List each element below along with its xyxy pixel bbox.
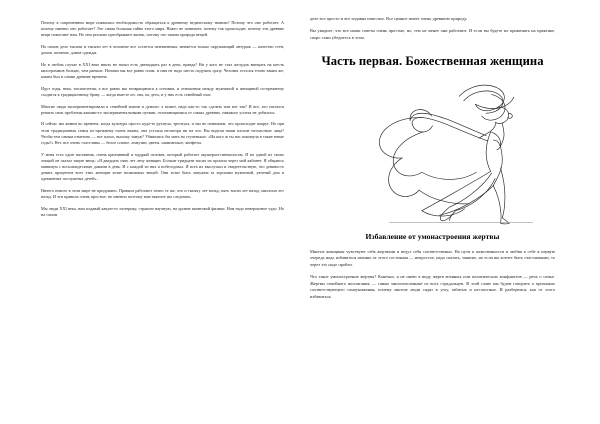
paragraph: Многие женщины чувствуют себя жертвами и ведут себя соответственно. На пути к женственности и любви к себе в первую очередь надо избавиться именно от этого состояния — непростое, надо сказать, занятие, но если вы хотите быть счастливыми, то через это надо пройти.: [310, 248, 555, 267]
right-page: [300, 0, 600, 424]
chapter-title: Часть первая. Божественная женщина: [321, 54, 544, 69]
paragraph: И сейчас мы живем во времена, когда культура просто куда-то рухнула, треснула, и мы не понимаем, что происходит вокруг. Но при этом традиционная семья по-прежнему очень важна, она устояла несмотря ни на что. Вы видели наши плохие несчастные лица? Чтобы тем самым отметить — все плохо, выхожу замуж? Убивались бы мать на ступеньках: «На кого ж ты нас покинула в такие юные годы?» Нет, все очень счастливы — белое платье, лимузин, цветы, шампанское, конфеты.: [41, 121, 284, 145]
paragraph: деле все просто и все издавна известно. Все ценное имеет очень древнюю природу.: [310, 16, 468, 21]
dancing-woman-line-art: [310, 73, 555, 225]
left-page-text-column: [41, 20, 284, 218]
paragraph: Но в любом случае в XXI веке никто не начал есть двенадцать раз в день, правда? Ни у кого не стал желудок вмещать на шесть килограммов больше, чем раньше. Ночами мы все равно спим, и нам не надо шесть подушек сразу. Человек остался точно таким же, каким был в самые древние времена.: [41, 61, 284, 80]
paragraph: Что такое умонастроение жертвы? Конечно, я не имею в виду жертв военных или политических конфликтов — речь о семье. Жертвы семейного воспитания — самые многочисленные из всех страдальцев. В этой главе мы будем говорить о признаках соответствующего самоунижения, почему многие люди сидят в углу, забитые и несчастные. И разберемся, как от этого избавиться.: [310, 274, 555, 299]
paragraph: Вы увидите, что все наши советы очень простые, но, тем не менее они работают. И если вы будете их применять на практике, скоро сами убедитесь в этом.: [310, 28, 555, 40]
paragraph: Почему в современном мире появилась необходимость обращаться к древнему ведическому знанию? Потому что оно работает. А почему именно оно работает? Это самая большая тайна этого мира. Никто не понимает, почему так происходит, почему эти древние вещи помогают нам. Но они реально преображают жизнь, потому что такова природа вещей.: [41, 20, 284, 38]
paragraph: На самом деле тысячи и тысячи лет в человеке все остается неизменным, меняется только окружающий антураж — качество стен, домов, питание, длина одежды.: [41, 43, 284, 56]
right-page-text-column: [310, 16, 555, 300]
paragraph: Мы люди XXI века, нам подавай какую-то эзотерику, страшно научную, на уровне квантовой физики. Нам надо невероятное чудо. Но на самом: [41, 205, 284, 217]
paragraph: Многие люди экспериментировали в семейной жизни и думали: а может, надо как-то так сделать или вот так? И все, кто пытался решить свои проблемы какими-то экспериментальными путями, отличающимися от самых древних, никакого успеха не добились.: [41, 103, 284, 115]
paragraph: У меня есть один наставник, очень креативный и мудрый человек, который работает акушером-гинекологом. И на одной из своих лекций он сказал такую вещь: «Я двадцать пять лет лечу женщин. Больше тридцати тысяч их прошло через мой кабинет. Я общаюсь минимум с восьмьюдесятью дамами в день. И с каждой из них я побеседовал. Я всех их выслушал и свидетельствую, что девяносто девять процентов всех этих женщин хотят возможных вещей. Они хотят быть замужем за хорошим мужчиной, уютный дом и адекватных послушных детей».: [41, 151, 284, 182]
paragraph: Ничего нового в этом мире не придумано. Правила работают точно те же, что и тысячу лет назад, пять тысяч лет назад, миллион лет назад. И эти правила очень простые, но именно поэтому нам тяжелее им следовать.: [41, 187, 284, 199]
paragraph: Идут годы, века, тысячелетия, а все равно мы возвращаемся к основам, и отношения между мужчиной и женщиной по-прежнему сходятся к традиционному браку — когда вместе он, она, их дети, и у них есть семейный очаг.: [41, 85, 284, 97]
section-title: Избавление от умонастроения жертвы: [365, 231, 500, 241]
